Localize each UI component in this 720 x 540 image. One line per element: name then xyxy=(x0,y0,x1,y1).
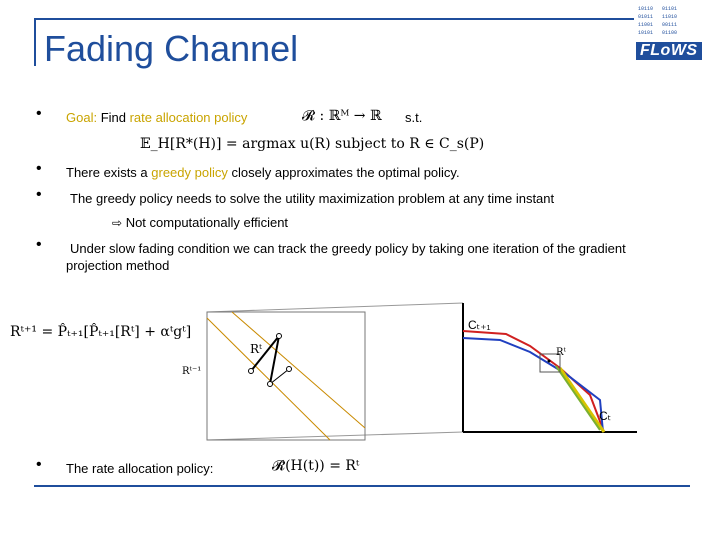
label-rt-minus: Rᵗ⁻¹ xyxy=(182,366,202,377)
svg-text:10101: 10101 xyxy=(638,30,654,36)
bullet-dot: • xyxy=(36,105,42,122)
slow-fading-line-2: projection method xyxy=(66,258,170,273)
bullet-dot: • xyxy=(36,160,42,177)
goal-highlight: rate allocation policy xyxy=(129,110,248,125)
bullet-dot: • xyxy=(36,456,42,473)
goal-suffix: s.t. xyxy=(405,110,423,125)
rate-policy-math: 𝓡̃(H(t)) = Rᵗ xyxy=(272,458,360,474)
rate-point xyxy=(548,360,551,363)
slide-title: Fading Channel xyxy=(44,28,299,69)
point-b xyxy=(249,369,254,374)
callout-line-top xyxy=(207,303,463,312)
sub-point-text: Not computationally efficient xyxy=(125,215,289,230)
svg-text:01101: 01101 xyxy=(662,6,678,12)
boundary-line-1 xyxy=(207,318,330,440)
point-c xyxy=(268,382,273,387)
label-r: Rᵗ xyxy=(556,347,566,358)
greedy-text-1: There exists a xyxy=(66,165,152,180)
point-d xyxy=(287,367,292,372)
svg-text:11010: 11010 xyxy=(662,14,678,20)
highlight-green xyxy=(556,366,600,430)
goal-label: Goal: xyxy=(66,110,98,125)
label-ct1: Cₜ₊₁ xyxy=(468,318,491,332)
region-ct1 xyxy=(463,331,604,432)
svg-text:10110: 10110 xyxy=(638,6,654,12)
label-ct: Cₜ xyxy=(599,409,612,423)
slow-fading-line-1: Under slow fading condition we can track the greedy policy by taking one iteration of the gradient xyxy=(70,241,626,256)
objective-equation: 𝔼_H[R*(H)] = argmax u(R) subject to R ∈ C_s(P) xyxy=(140,136,485,152)
arrow-right-icon: ⇨ xyxy=(112,216,123,230)
region-ct xyxy=(463,338,603,432)
greedy-highlight: greedy policy xyxy=(151,165,228,180)
label-rt: Rᵗ xyxy=(250,342,262,356)
svg-text:00111: 00111 xyxy=(662,22,678,28)
highlight-yellow xyxy=(560,368,604,432)
rate-policy-label: The rate allocation policy: xyxy=(66,461,214,476)
zoom-box xyxy=(207,312,365,440)
callout-line-bottom xyxy=(207,432,463,440)
update-equation: Rᵗ⁺¹ = P̂ₜ₊₁[P̂ₜ₊₁[Rᵗ] + αᵗgᵗ] xyxy=(10,324,192,340)
bullet-dot: • xyxy=(36,236,42,253)
svg-text:01011: 01011 xyxy=(638,14,654,20)
svg-text:01100: 01100 xyxy=(662,30,678,36)
greedy-need-line: The greedy policy needs to solve the utility maximization problem at any time instant xyxy=(70,191,555,206)
logo-label: FLoWS xyxy=(636,42,702,60)
svg-text:11001: 11001 xyxy=(638,22,654,28)
bottom-rule xyxy=(34,485,690,487)
bullet-dot: • xyxy=(36,186,42,203)
point-a xyxy=(277,334,282,339)
greedy-text-2: closely approximates the optimal policy. xyxy=(227,165,460,180)
policy-math: 𝓡 : ℝᴹ → ℝ xyxy=(302,108,382,124)
goal-text: Find xyxy=(97,110,130,125)
